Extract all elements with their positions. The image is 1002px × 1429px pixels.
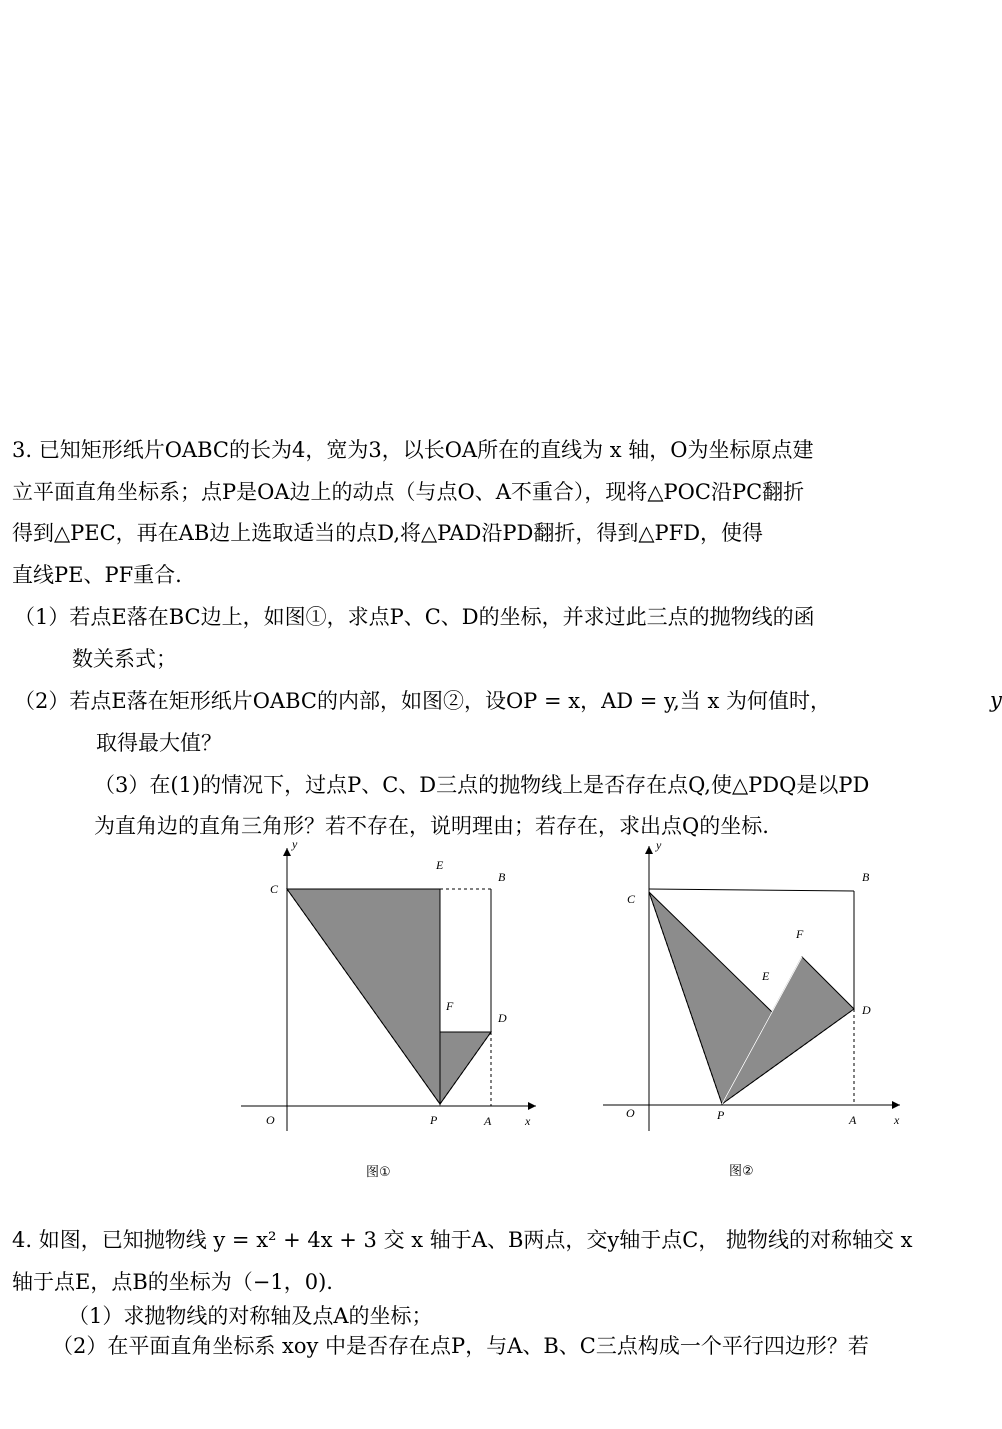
label-A: A [484,1114,492,1128]
label-y: y [656,838,662,852]
p3-line-6: 数关系式； [72,647,177,671]
label-B: B [862,870,870,884]
p3-line-3: 得到△PEC，再在AB边上选取适当的点D,将△PAD沿PD翻折，得到△PFD，使得 [12,521,764,545]
label-O: O [266,1113,275,1127]
p3-line-2: 立平面直角坐标系；点P是OA边上的动点（与点O、A不重合），现将△POC沿PC翻折 [12,480,805,504]
label-B: B [498,870,506,884]
label-P: P [430,1113,438,1127]
p3-line-8: 取得最大值？ [96,731,222,755]
label-D: D [498,1011,507,1025]
label-F: F [796,927,804,941]
figure-2 [598,836,908,1136]
label-C: C [270,882,279,896]
label-E: E [436,858,444,872]
p3-line-7: （2）若点E落在矩形纸片OABC的内部，如图②，设OP = x，AD = y,当 x 为何值时， [14,689,831,713]
p4-line-1: 4. 如图，已知抛物线 y = x² + 4x + 3 交 x 轴于A、B两点，交y轴于点C， 抛物线的对称轴交 x [12,1228,913,1252]
label-P: P [717,1108,725,1122]
label-F: F [446,999,454,1013]
x-axis-arrow-icon [528,1102,536,1110]
label-E: E [762,969,770,983]
stray-y-mark: y [990,688,1002,712]
x-axis-arrow-icon [892,1101,900,1109]
p3-line-10: 为直角边的直角三角形？若不存在，说明理由；若存在，求出点Q的坐标. [94,814,769,838]
p3-line-1: 3. 已知矩形纸片OABC的长为4，宽为3，以长OA所在的直线为 x 轴，O为坐标原点建 [12,438,814,462]
y-axis-arrow-icon [645,846,653,854]
label-O: O [626,1106,635,1120]
figure-1-caption: 图① [366,1165,391,1180]
figure-2-caption: 图② [729,1164,754,1179]
label-y: y [292,837,298,851]
label-x: x [525,1114,531,1128]
figure-1 [236,836,546,1136]
p4-line-2: 轴于点E，点B的坐标为（−1，0). [12,1270,333,1294]
p4-line-4: （2）在平面直角坐标系 xoy 中是否存在点P，与A、B、C三点构成一个平行四边形？若 [52,1334,869,1358]
y-axis-arrow-icon [283,848,291,856]
p3-line-5: （1）若点E落在BC边上，如图①，求点P、C、D的坐标，并求过此三点的抛物线的函 [14,605,815,629]
p3-line-9: （3）在(1)的情况下，过点P、C、D三点的抛物线上是否存在点Q,使△PDQ是以PD [94,773,870,797]
edge-CB [649,889,854,891]
label-A: A [849,1113,857,1127]
label-x: x [894,1113,900,1127]
p3-line-4: 直线PE、PF重合. [12,563,182,587]
p4-line-3: （1）求抛物线的对称轴及点A的坐标； [68,1304,433,1328]
label-D: D [862,1003,871,1017]
label-C: C [627,892,636,906]
